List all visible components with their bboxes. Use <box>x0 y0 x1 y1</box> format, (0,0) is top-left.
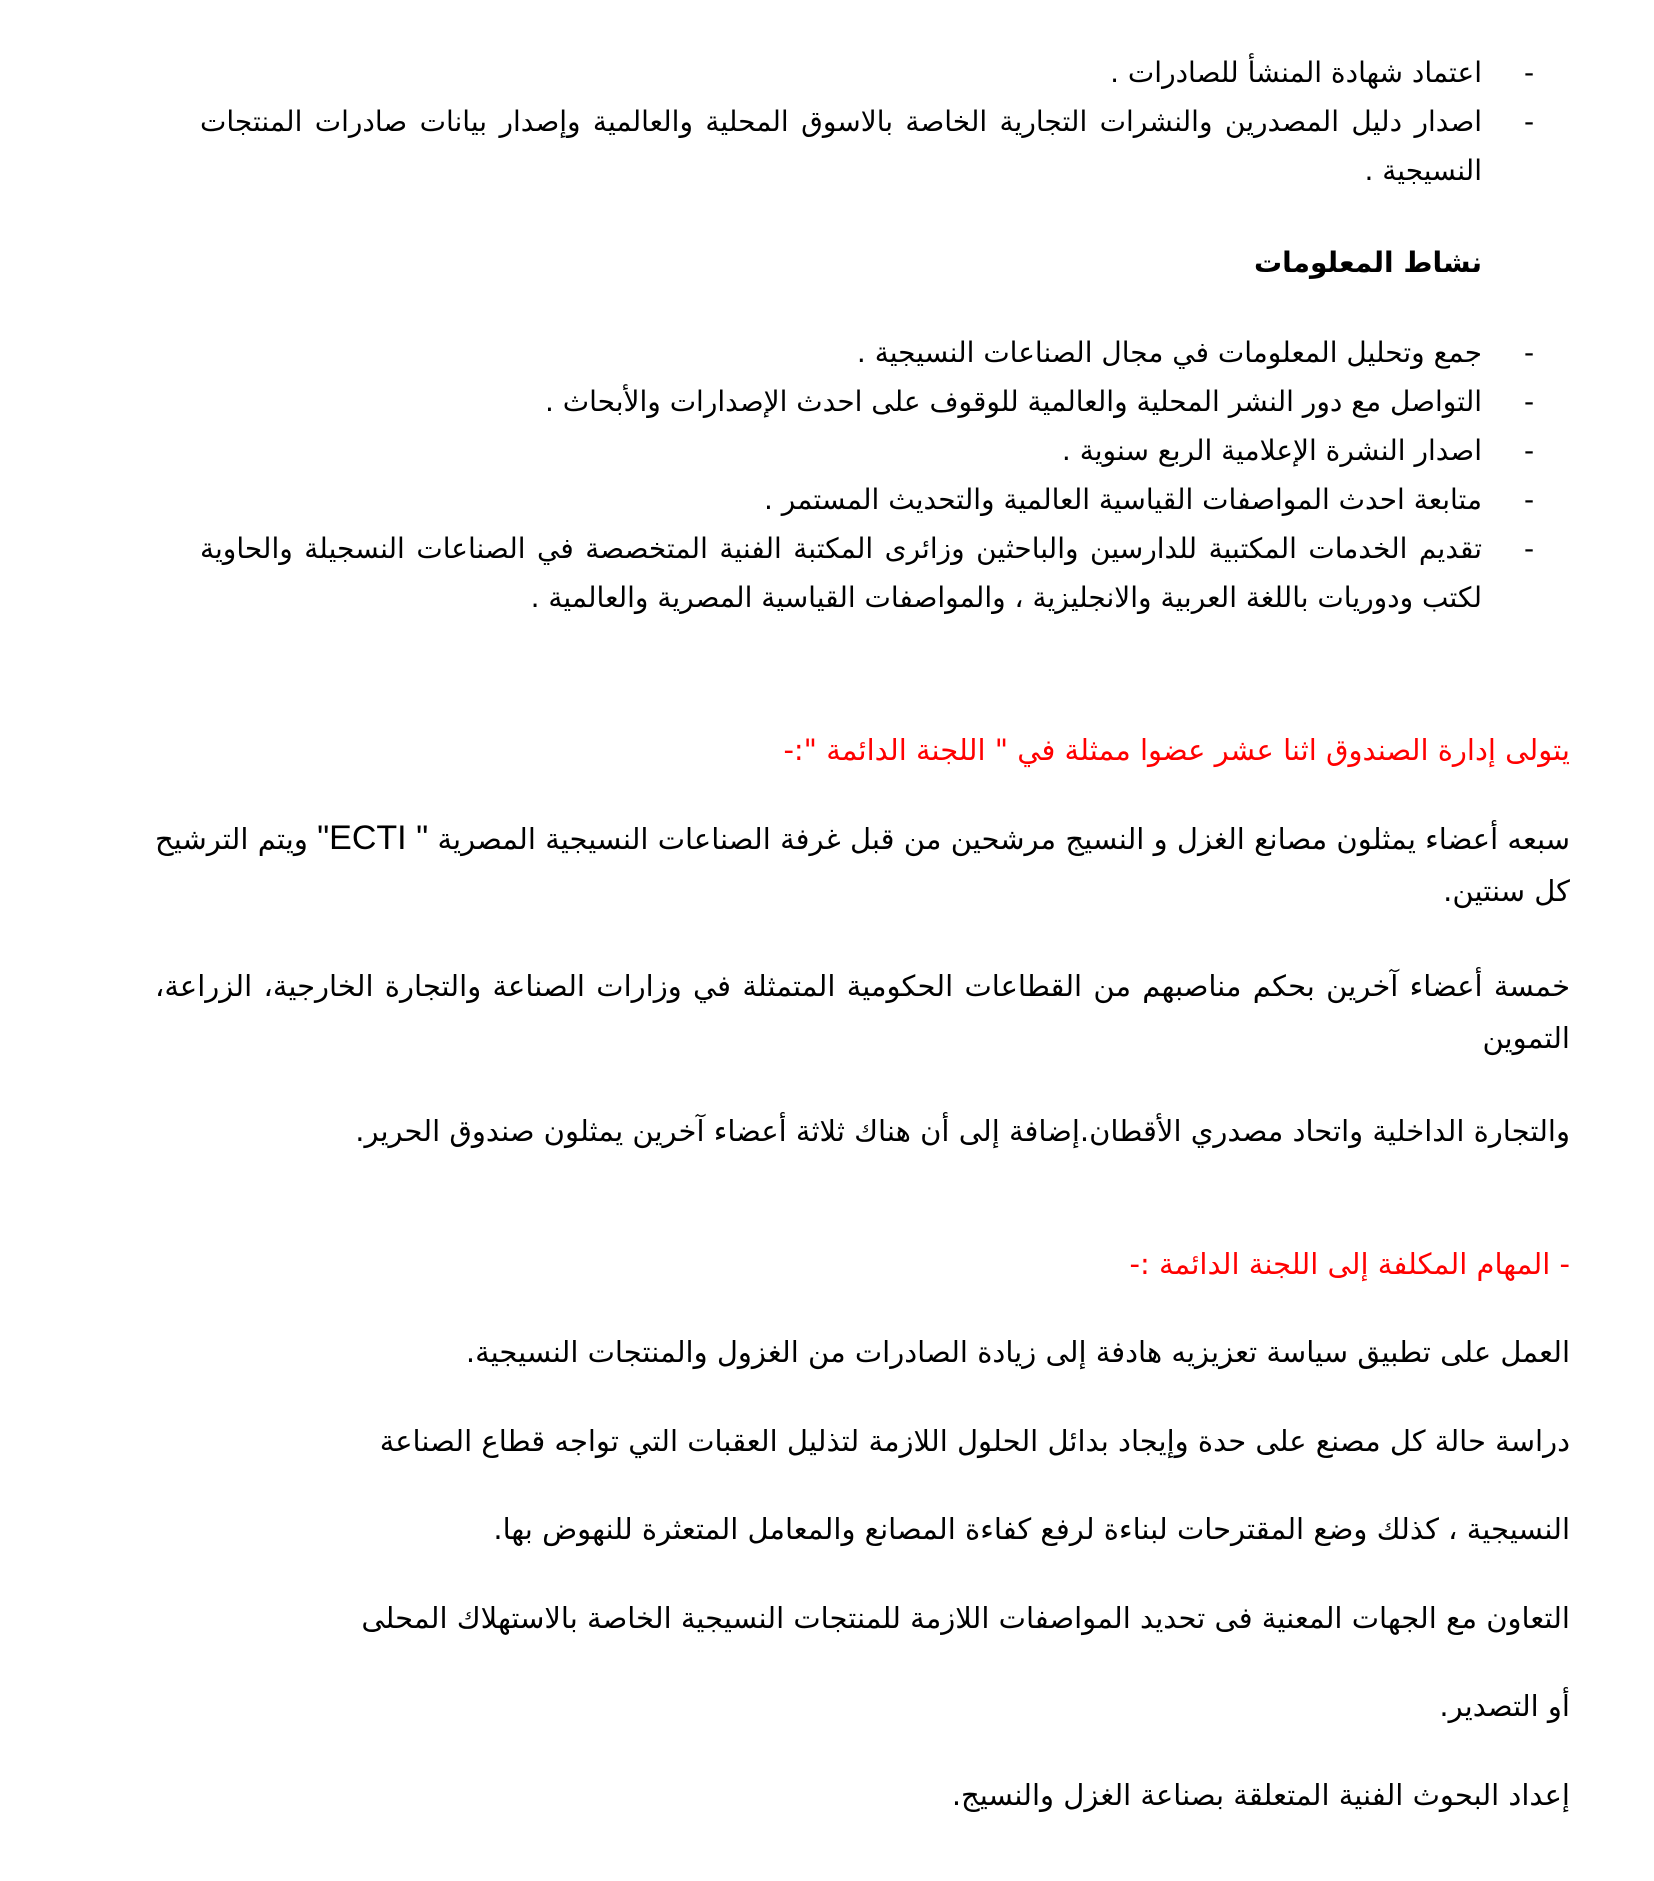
list-item <box>0 377 1654 426</box>
list-item <box>0 524 1654 622</box>
paragraph-text: سبعه أعضاء يمثلون مصانع الغزل و النسيج مرشحين من قبل غرفة الصناعات النسيجية المصرية <box>437 822 1571 856</box>
task-paragraph: دراسة حالة كل مصنع على حدة وإيجاد بدائل الحلول اللازمة لتذليل العقبات التي تواجه قطاع الصناعة <box>379 1424 1570 1458</box>
task-paragraph: العمل على تطبيق سياسة تعزيزيه هادفة إلى زيادة الصادرات من الغزول والمنتجات النسيجية. <box>465 1335 1570 1369</box>
list-item <box>0 328 1654 377</box>
bullet-dash: - <box>1523 434 1535 467</box>
export-services-list <box>0 48 1654 195</box>
list-item <box>0 97 1654 195</box>
bullet-dash: - <box>1523 385 1535 418</box>
list-item <box>0 426 1654 475</box>
list-item <box>0 475 1654 524</box>
paragraph-text: ويتم الترشيح كل سنتين. <box>155 822 1570 908</box>
seven-members-paragraph <box>155 812 1570 917</box>
task-paragraph: التعاون مع الجهات المعنية فى تحديد المواصفات اللازمة للمنتجات النسيجية الخاصة بالاستهلاك المحلى <box>361 1601 1570 1635</box>
bullet-dash: - <box>1523 56 1535 89</box>
task-paragraph: إعداد البحوث الفنية المتعلقة بصناعة الغزل والنسيج. <box>951 1778 1570 1812</box>
committee-heading: يتولى إدارة الصندوق اثنا عشر عضوا ممثلة في " اللجنة الدائمة ":- <box>783 733 1570 767</box>
three-members-paragraph: والتجارة الداخلية واتحاد مصدري الأقطان.إضافة إلى أن هناك ثلاثة أعضاء آخرين يمثلون صندوق الحرير. <box>355 1114 1570 1148</box>
tasks-heading: - المهام المكلفة إلى اللجنة الدائمة :- <box>1129 1247 1570 1281</box>
list-item-text: اصدار دليل المصدرين والنشرات التجارية الخاصة بالاسوق المحلية والعالمية وإصدار بيانات صادرات المنتجات النسيجية . <box>200 105 1482 187</box>
list-item-text: جمع وتحليل المعلومات في مجال الصناعات النسيجية . <box>856 336 1482 369</box>
bullet-dash: - <box>1523 105 1535 138</box>
info-activity-list <box>0 328 1654 622</box>
task-paragraph: النسيجية ، كذلك وضع المقترحات لبناءة لرفع كفاءة المصانع والمعامل المتعثرة للنهوض بها. <box>493 1512 1570 1546</box>
list-item-text: التواصل مع دور النشر المحلية والعالمية للوقوف على احدث الإصدارات والأبحاث . <box>544 385 1482 418</box>
task-paragraph: أو التصدير. <box>1439 1689 1570 1723</box>
five-members-paragraph: خمسة أعضاء آخرين بحكم مناصبهم من القطاعات الحكومية المتمثلة في وزارات الصناعة والتجارة الخارجية، الزراعة، التموين <box>155 969 1570 1055</box>
list-item-text: اعتماد شهادة المنشأ للصادرات . <box>1110 56 1482 89</box>
list-item-text: تقديم الخدمات المكتبية للدارسين والباحثين وزائرى المكتبة الفنية المتخصصة في الصناعات النسجيلة والحاوية لكتب ودوريات باللغة العربية والانجليزية ، والمواصفات القياسية المصرية والعالمية . <box>200 532 1482 614</box>
bullet-dash: - <box>1523 532 1535 565</box>
bullet-dash: - <box>1523 336 1535 369</box>
list-item-text: متابعة احدث المواصفات القياسية العالمية والتحديث المستمر . <box>763 483 1482 516</box>
list-item <box>0 48 1654 97</box>
ecti-acronym: "ECTI " <box>317 819 429 857</box>
info-activity-heading: نشاط المعلومات <box>1253 246 1482 279</box>
list-item-text: اصدار النشرة الإعلامية الربع سنوية . <box>1061 434 1482 467</box>
bullet-dash: - <box>1523 483 1535 516</box>
